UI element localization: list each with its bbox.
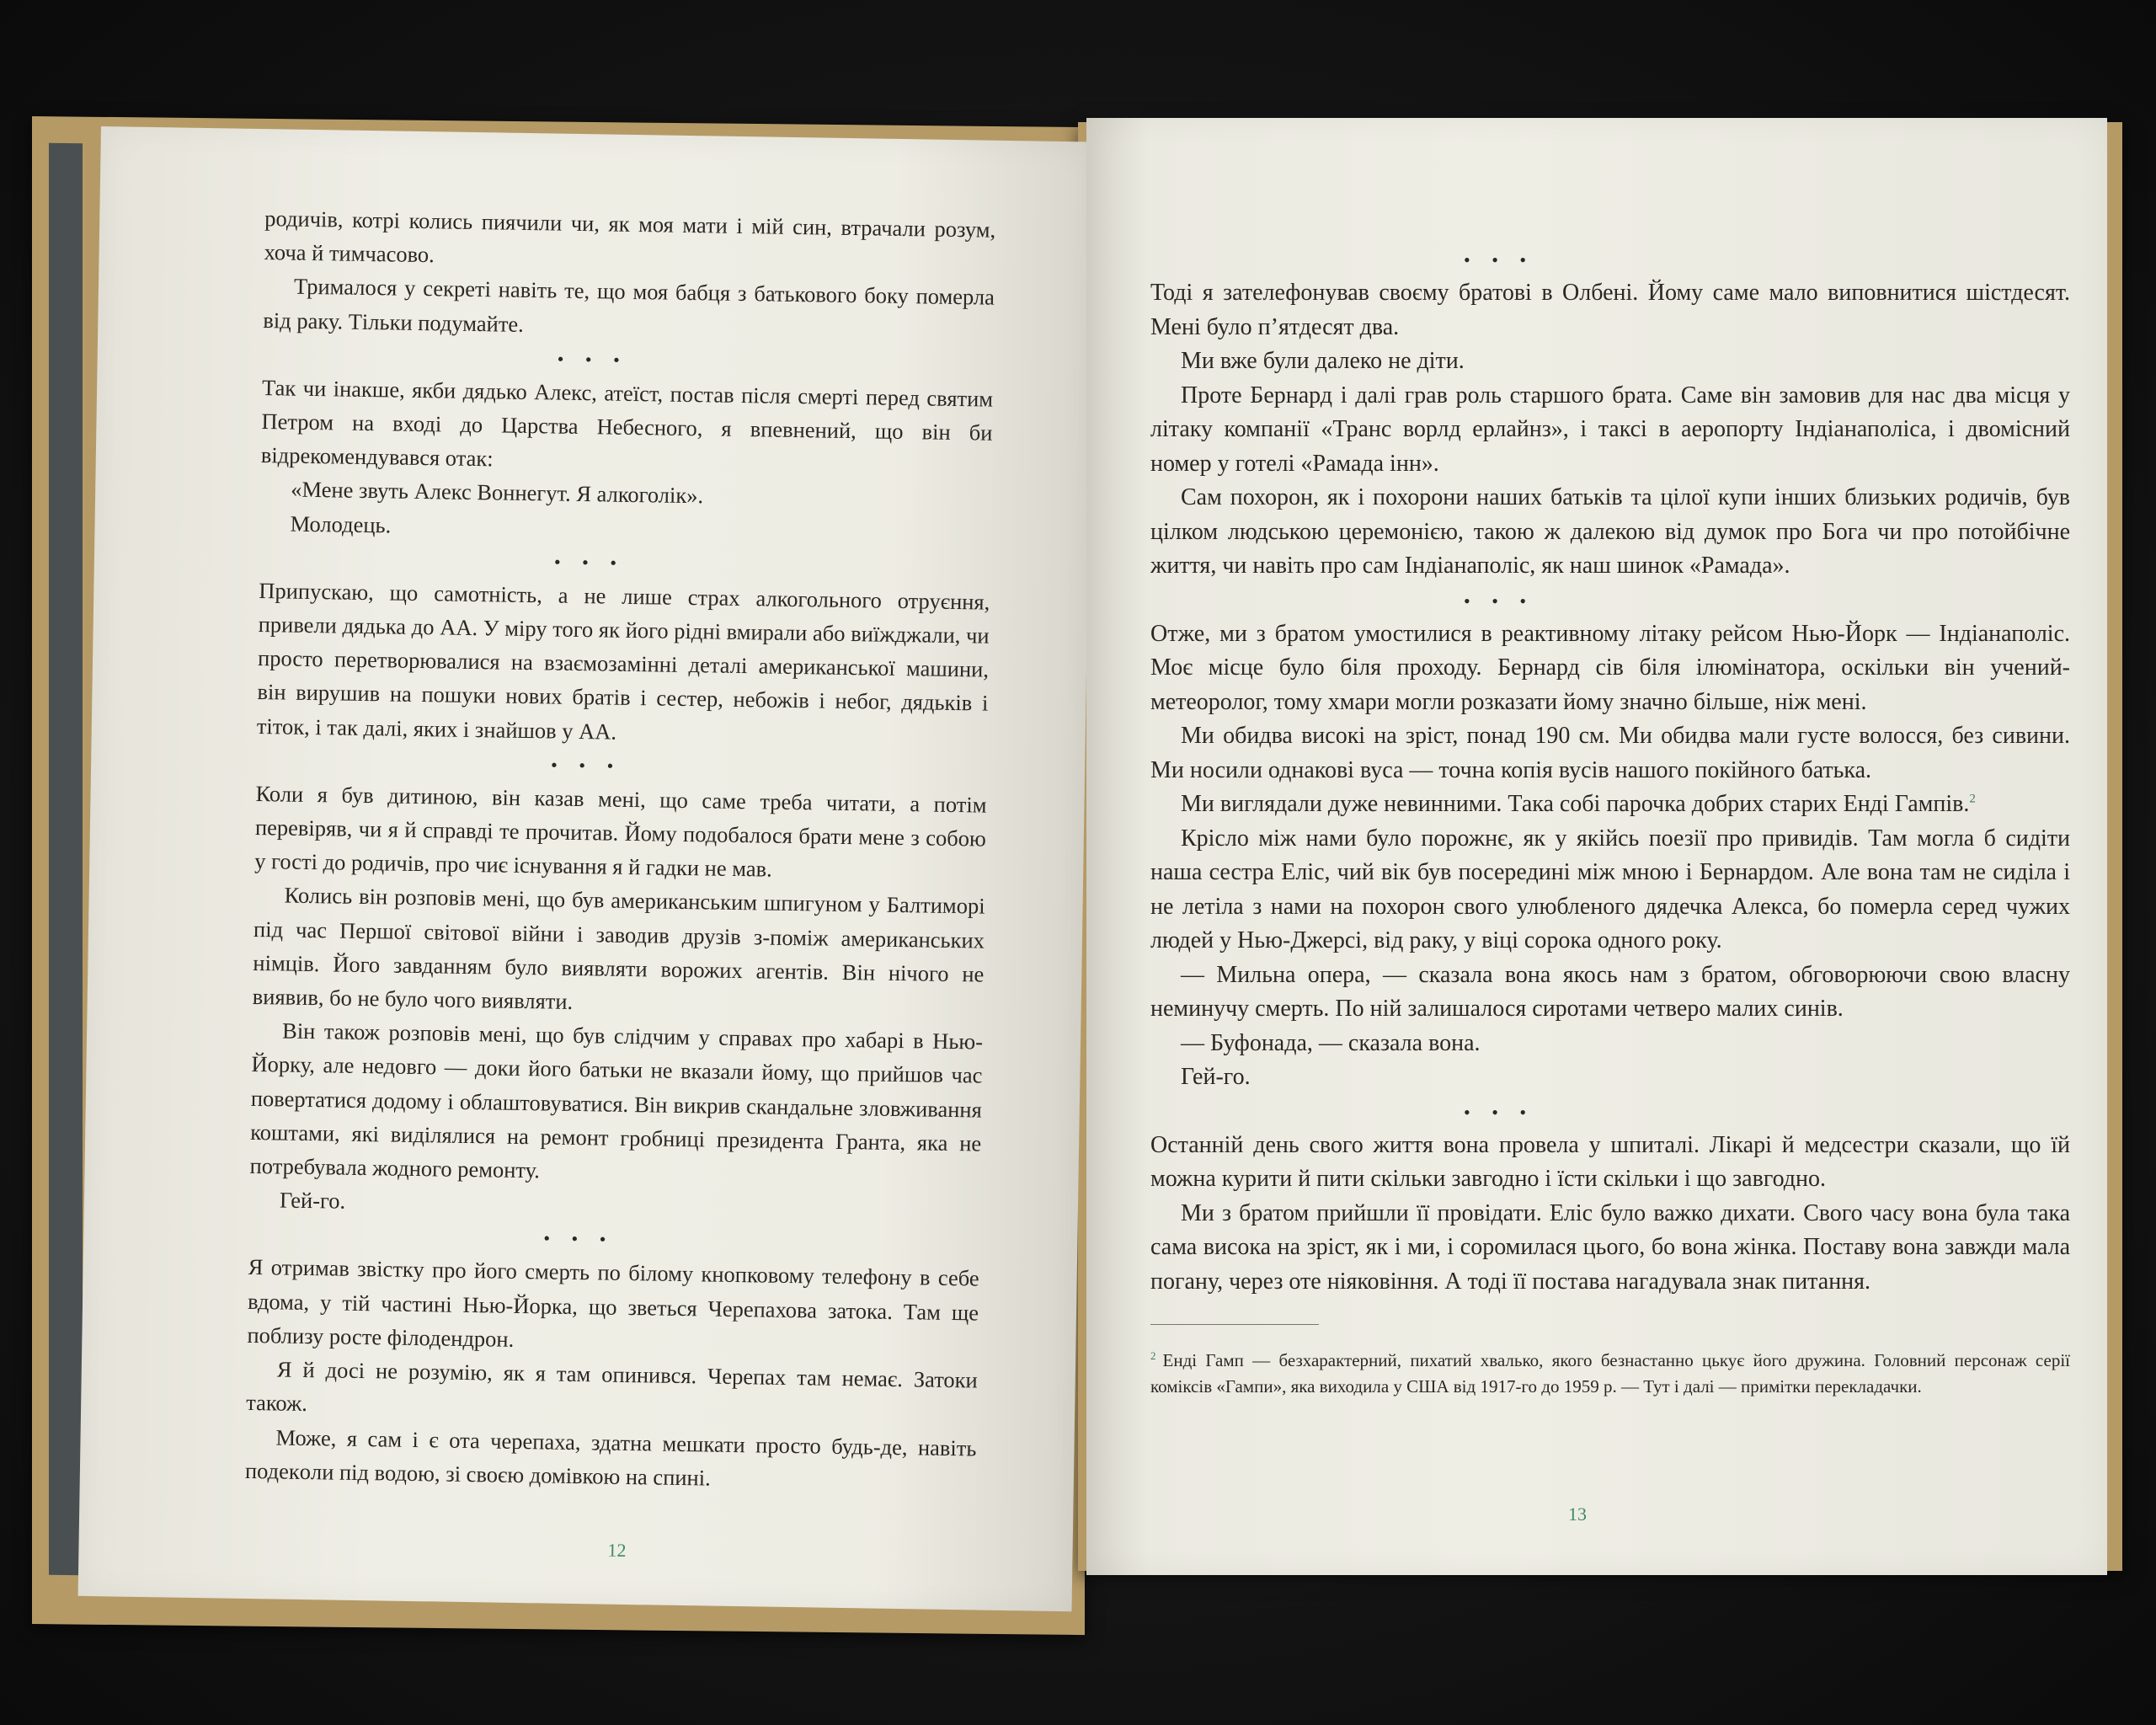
- separator-dots: • • •: [1464, 1101, 1535, 1123]
- paragraph-text: Припускаю, що самотність, а не лише страх алкогольного отруєння, привели дядька до АА. У міру того як його рідні вмирали або виїжджали, чи просто перетворювалися на взаємозамінні деталі американської машини, він вирушив на пошуки нових братів і сестер, небожів і небог, дядьків і тіток, і так далі, яких і знайшов у АА.: [256, 577, 990, 745]
- paragraph: [1150, 481, 2070, 584]
- paragraph-text: Трималося у секреті навіть те, що моя бабця з батькового боку померла від раку. Тільки подумайте.: [263, 274, 995, 337]
- paragraph-text: — Буфонада, — сказала вона.: [1181, 1029, 1481, 1056]
- paragraph-text: Ми з братом прийшли її провідати. Еліс було важко дихати. Свого часу вона була така сама висока на зріст, як і ми, і соромилася цього, бо вона жінка. Поставу вона завжди мала погану, через оте ніяковіння. А тоді її постава нагадувала знак питання.: [1150, 1199, 2070, 1295]
- paragraph: [1150, 1060, 2070, 1095]
- footnote-reference[interactable]: 2: [1969, 792, 1976, 806]
- paragraph: [1150, 344, 2070, 379]
- left-page-text: [245, 201, 996, 1498]
- paragraph-text: Ми вже були далеко не діти.: [1181, 348, 1465, 374]
- paragraph-text: родичів, котрі колись пиячили чи, як моя мати і мій син, втрачали розум, хоча й тимчасово.: [264, 206, 996, 268]
- right-page: [1086, 118, 2107, 1575]
- paragraph-text: Я отримав звістку про його смерть по білому кнопковому телефону в себе вдома, у тій частині Нью-Йорка, що зветься Черепахова затока. Там ще поблизу росте філодендрон.: [247, 1254, 979, 1352]
- paragraph-text: Колись він розповів мені, що був американським шпигуном у Балтиморі під час Першої світової війни і заводив друзів з-поміж американських німців. Його завданням було виявляти ворожих агентів. Він нічого не виявив, бо не було чого виявляти.: [252, 882, 985, 1014]
- paragraph: [264, 201, 995, 280]
- paragraph: [1150, 379, 2070, 482]
- paragraph-text: Останній день свого життя вона провела у шпиталі. Лікарі й медсестри сказали, що їй можна курити й пити скільки завгодно і їсти скільки і що завгодно.: [1150, 1131, 2070, 1192]
- footnote-text: Енді Гамп — безхарактерний, пихатий хвалько, якого безнастанно цькує його дружина. Головний персонаж серії коміксів «Гампи», яка виходила у США від 1917-го до 1959 р. — Тут і далі — примітки перекладачки.: [1150, 1350, 2070, 1397]
- paragraph: [261, 371, 994, 483]
- paragraph-text: Гей-го.: [1181, 1064, 1251, 1090]
- paragraph-text: Тоді я зателефонував своєму братові в Олбені. Йому саме мало виповнитися шістдесят. Мені було п’ятдесят два.: [1150, 280, 2070, 340]
- paragraph: [247, 1250, 979, 1363]
- paragraph: [1150, 1129, 2070, 1197]
- paragraph-text: Гей-го.: [279, 1187, 346, 1214]
- right-page-text: [1150, 243, 2070, 1418]
- footnote-rule: [1150, 1324, 1319, 1325]
- paragraph: [1150, 719, 2070, 788]
- paragraph-text: Проте Бернард і далі грав роль старшого брата. Саме він замовив для нас два місця у літаку компанії «Транс ворлд ерлайнз», і таксі в аеропорту Індіанаполіса, і двомісний номер у готелі «Рамада інн».: [1150, 382, 2070, 477]
- cover-board-edge-left: [49, 143, 83, 1575]
- separator-dots: • • •: [557, 348, 629, 371]
- section-separator: [1150, 248, 2070, 273]
- paragraph-text: — Мильна опера, — сказала вона якось нам з братом, обговорюючи свою власну неминучу смерть. По ній залишалося сиротами четверо малих синів.: [1150, 961, 2070, 1022]
- paragraph-text: Він також розповів мені, що був слідчим у справах про хабарі в Нью-Йорку, але недовго — доки його батьки не вказали йому, що прийшов час повертатися додому і облаштовуватися. Він викрив скандальне зловживання коштами, які виділялися на ремонт гробниці президента Гранта, яка не потребувала жодного ремонту.: [249, 1017, 984, 1183]
- paragraph: [245, 1419, 977, 1498]
- paragraph: [1150, 276, 2070, 344]
- paragraph-text: Сам похорон, як і похорони наших батьків та цілої купи інших близьких родичів, був цілком людською церемонією, такою ж далекою від думок про Бога чи про потойбічне життя, чи навіть про сам Індіанаполіс, як наш шинок «Рамада».: [1150, 484, 2070, 579]
- page-number-left: 12: [607, 1539, 627, 1562]
- paragraph: [246, 1352, 978, 1431]
- section-separator: [1150, 1100, 2070, 1125]
- paragraph: [1150, 617, 2070, 720]
- separator-dots: • • •: [1464, 249, 1535, 270]
- paragraph: [263, 269, 995, 348]
- paragraph: [249, 1013, 983, 1194]
- paragraph-text: «Мене звуть Алекс Воннегут. Я алкоголік».: [291, 477, 704, 509]
- separator-dots: • • •: [550, 754, 622, 777]
- paragraph-text: Ми обидва високі на зріст, понад 190 см. Ми обидва мали густе волосся, без сивини. Ми носили однакові вуса — точна копія вусів нашого покійного батька.: [1150, 723, 2070, 783]
- paragraph-text: Може, я сам і є ота черепаха, здатна мешкати просто будь-де, навіть подекoли під водою, зі своєю домівкою на спині.: [244, 1423, 977, 1491]
- paragraph-text: Я й досі не розумію, як я там опинився. Черепах там немає. Затоки також.: [245, 1356, 978, 1417]
- paragraph: [1150, 1027, 2070, 1061]
- paragraph: [1150, 1197, 2070, 1300]
- footnote: [1150, 1343, 2070, 1400]
- paragraph: [1150, 788, 2070, 822]
- paragraph-text: Крісло між нами було порожнє, як у якійсь поезії про привидів. Там могла б сидіти наша сестра Еліс, чий вік був посередині між мною і Бернардом. Але вона там не сиділа і не летіла з нами на похорон свого улюбленого дядечка Алекса, бо померла серед чужих людей у Нью-Джерсі, від раку, у віці сорока одного року.: [1150, 825, 2070, 953]
- separator-dots: • • •: [1464, 590, 1535, 611]
- paragraph: [257, 574, 990, 755]
- left-page: [78, 126, 1095, 1611]
- paragraph-text: Так чи інакше, якби дядько Алекс, атеїст, постав після смерті перед святим Петром на вході до Царства Небесного, я впевнений, що він би відрекомендувався отак:: [260, 374, 994, 472]
- page-number-right: 13: [1568, 1503, 1587, 1525]
- separator-dots: • • •: [543, 1227, 615, 1251]
- paragraph: [1150, 959, 2070, 1027]
- paragraph: [1150, 822, 2070, 959]
- paragraph-text: Коли я був дитиною, він казав мені, що саме треба читати, а потім перевіряв, чи я й справді те прочитав. Йому подобалося брати мене з собою у гості до родичів, про чиє існування я й гадки не мав.: [254, 780, 987, 882]
- paragraph: [252, 878, 985, 1024]
- footnote-mark: 2: [1150, 1349, 1156, 1362]
- paragraph: [254, 777, 987, 889]
- section-separator: [1150, 589, 2070, 614]
- paragraph-text: Молодець.: [290, 510, 392, 538]
- paragraph-text: Отже, ми з братом умостилися в реактивному літаку рейсом Нью-Йорк — Індіанаполіс. Моє місце було біля проходу. Бернард сів біля ілюмінатора, оскільки він учений-метеоролог, тому хмари могли розказати йому значно більше, ніж мені.: [1150, 620, 2070, 715]
- paragraph-text: Ми виглядали дуже невинними. Така собі парочка добрих старих Енді Гампів.: [1181, 791, 1970, 817]
- separator-dots: • • •: [553, 551, 626, 574]
